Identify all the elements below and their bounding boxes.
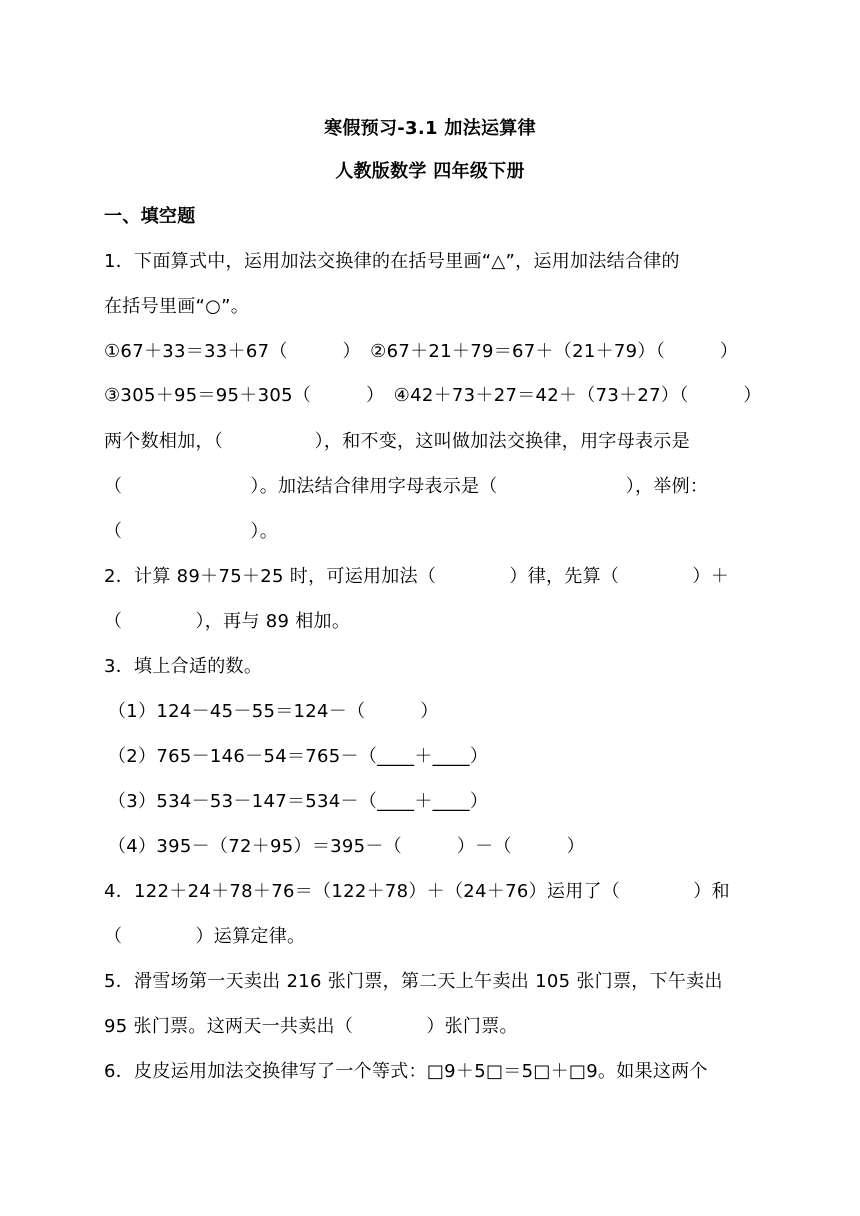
section-heading: 一、填空题	[104, 206, 196, 227]
question-2-line-2: （ ），再与 89 相加。	[104, 611, 351, 632]
question-3-item-1: （1）124－45－55＝124－（ ）	[108, 701, 439, 722]
document-subtitle: 人教版数学 四年级下册	[335, 161, 525, 182]
question-5-line-2: 95 张门票。这两天一共卖出（ ）张门票。	[104, 1016, 518, 1037]
question-3-item-3: （3）534－53－147＝534－（____＋____）	[108, 791, 489, 812]
question-1-item-1-2: ①67＋33＝33＋67（ ） ②67＋21＋79＝67＋（21＋79）（ ）	[104, 341, 739, 362]
question-1-item-3-4: ③305＋95＝95＋305（ ） ④42＋73＋27＝42＋（73＋27）（ ）	[104, 385, 762, 406]
question-4-line-1: 4．122＋24＋78＋76＝（122＋78）＋（24＋76）运用了（ ）和	[104, 881, 730, 902]
question-6-line-1: 6．皮皮运用加法交换律写了一个等式：□9＋5□＝5□＋□9。如果这两个	[104, 1061, 708, 1082]
question-2-line-1: 2．计算 89＋75＋25 时，可运用加法（ ）律，先算（ ）＋	[104, 566, 730, 587]
question-1-line-7: （ ）。	[104, 521, 278, 542]
question-1-line-1: 1．下面算式中，运用加法交换律的在括号里画“△”，运用加法结合律的	[104, 251, 680, 272]
document-title: 寒假预习-3.1 加法运算律	[324, 118, 536, 139]
question-1-line-2: 在括号里画“○”。	[104, 296, 250, 317]
question-4-line-2: （ ）运算定律。	[104, 926, 306, 947]
question-3-item-4: （4）395－（72＋95）＝395－（ ）－（ ）	[108, 836, 585, 857]
question-3-stem: 3．填上合适的数。	[104, 656, 263, 677]
question-1-line-6: （ ）。加法结合律用字母表示是（ ），举例：	[104, 476, 709, 497]
question-5-line-1: 5．滑雪场第一天卖出 216 张门票，第二天上午卖出 105 张门票，下午卖出	[104, 971, 723, 992]
question-3-item-2: （2）765－146－54＝765－（____＋____）	[108, 746, 489, 767]
question-1-line-5: 两个数相加，（ ），和不变，这叫做加法交换律，用字母表示是	[104, 431, 690, 452]
